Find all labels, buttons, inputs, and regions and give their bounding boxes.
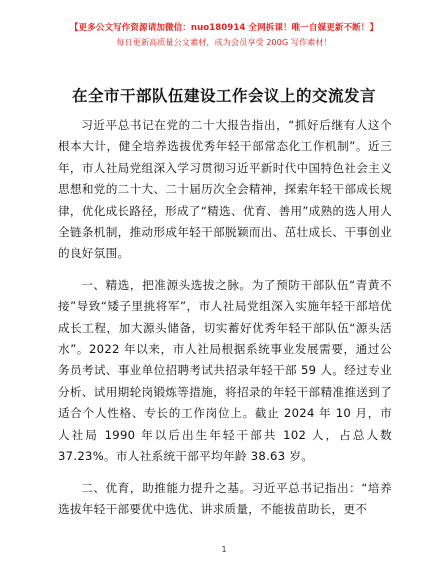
document-body xyxy=(58,115,392,520)
promo-banner-line2: 每日更新高质量公文素材，成为会员享受 200G 写作素材！ xyxy=(116,37,332,47)
page-number: 1 xyxy=(221,545,227,554)
document-title: 在全市干部队伍建设工作会议上的交流发言 xyxy=(71,87,376,105)
paragraph-section-2: 二、优育，助推能力提升之基。习近平总书记指出：“培养选拔年轻干部要优中选优、讲求质量，不能拔苗助长，更不 xyxy=(58,480,392,516)
paragraph-intro: 习近平总书记在党的二十大报告指出，“抓好后继有人这个根本大计，健全培养选拔优秀年轻干部常态化工作机制”。近三年，市人社局党组深入学习贯彻习近平新时代中国特色社会主义思想和党的二十大、二十届历次全会精神，探索年轻干部成长规律，优化成长路径，形成了“精选、优育、善用”成熟的选人用人全链条机制，推动形成年轻干部脱颖而出、茁壮成长、干事创业的良好氛围。 xyxy=(58,118,392,261)
promo-banner xyxy=(0,22,448,48)
paragraph-section-1: 一、精选，把准源头选拔之脉。为了预防干部队伍“青黄不接”导致“矮子里挑将军”，市人社局党组深入实施年轻干部培优成长工程，加大源头储备，切实蓄好优秀年轻干部队伍“源头活水”。2022 年以来，市人社局根据系统事业发展需要，通过公务员考试、事业单位招聘考试共招录年轻干部 59 人。经过专业分析、试用期轮岗锻炼等措施，将招录的年轻干部精准推送到了适合个人性格、专长的工作岗位上。截止 2024 年 10 月，市人社局 1990 年以后出生年轻干部共 102 人，占总人数 37.23%。市人社系统干部平均年龄 38.63 岁。 xyxy=(58,277,392,464)
promo-banner-line1: 【更多公文写作资源请加微信：nuo180914 全网拆课！唯一自媒更新不断！】 xyxy=(69,23,379,33)
